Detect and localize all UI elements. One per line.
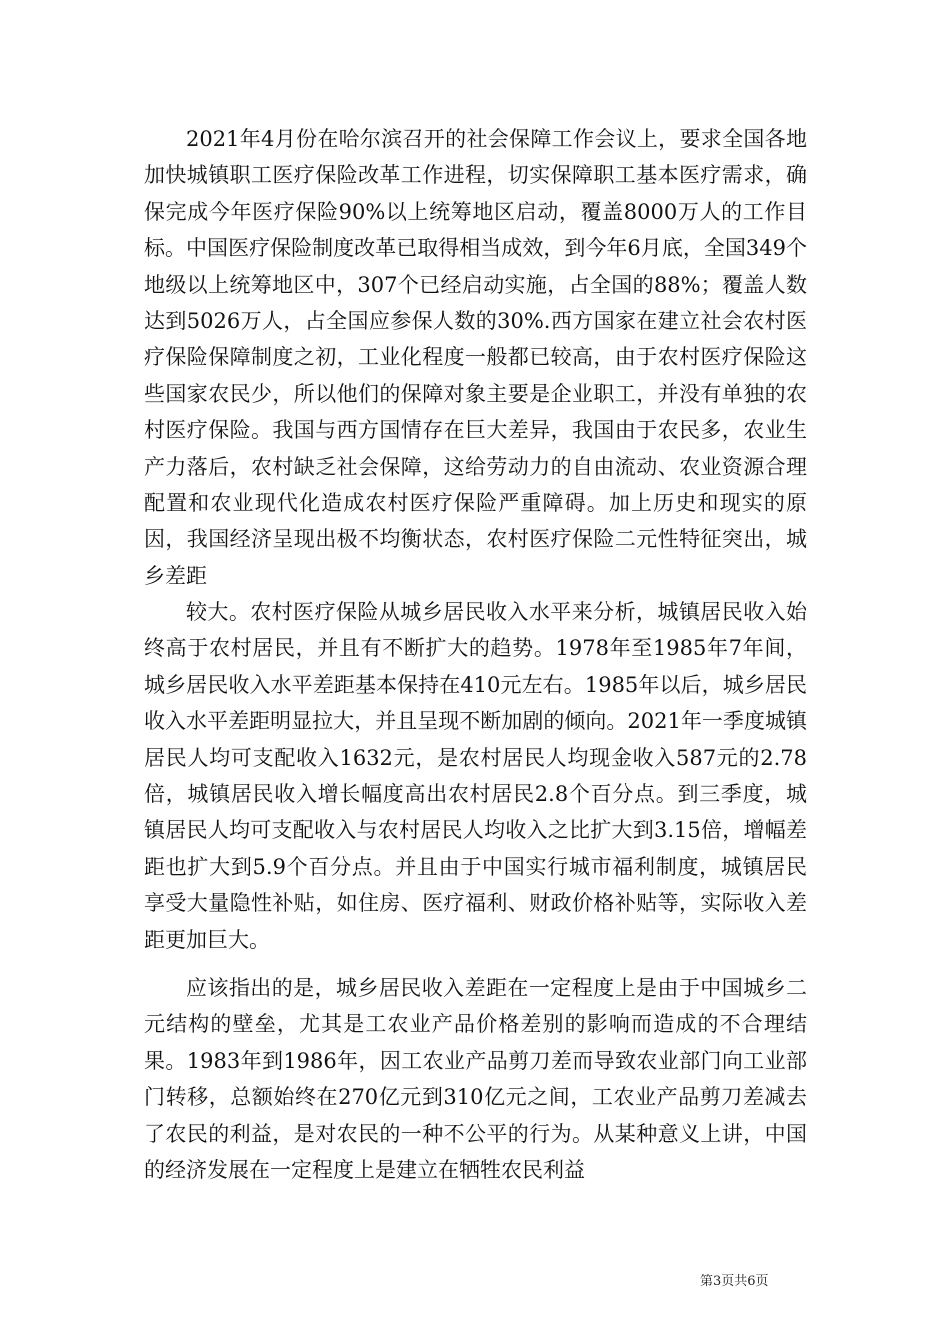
document-body xyxy=(144,121,807,1188)
paragraph-3: 应该指出的是，城乡居民收入差距在一定程度上是由于中国城乡二元结构的壁垒，尤其是工农业产品价格差别的影响而造成的不合理结果。1983年到1986年，因工农业产品剪刀差而导致农业部门向工业部门转移，总额始终在270亿元到310亿元之间，工农业产品剪刀差减去了农民的利益，是对农民的一种不公平的行为。从某种意义上讲，中国的经济发展在一定程度上是建立在牺牲农民利益 xyxy=(144,976,807,1183)
paragraph-2: 较大。农村医疗保险从城乡居民收入水平来分析，城镇居民收入始终高于农村居民，并且有不断扩大的趋势。1978年至1985年7年间，城乡居民收入水平差距基本保持在410元左右。1985年以后，城乡居民收入水平差距明显拉大，并且呈现不断加剧的倾向。2021年一季度城镇居民人均可支配收入1632元，是农村居民人均现金收入587元的2.78倍，城镇居民收入增长幅度高出农村居民2.8个百分点。到三季度，城镇居民人均可支配收入与农村居民人均收入之比扩大到3.15倍，增幅差距也扩大到5.9个百分点。并且由于中国实行城市福利制度，城镇居民享受大量隐性补贴，如住房、医疗福利、财政价格补贴等，实际收入差距更加巨大。 xyxy=(144,600,807,952)
paragraph-1: 2021年4月份在哈尔滨召开的社会保障工作会议上，要求全国各地加快城镇职工医疗保险改革工作进程，切实保障职工基本医疗需求，确保完成今年医疗保险90%以上统筹地区启动，覆盖8000万人的工作目标。中国医疗保险制度改革已取得相当成效，到今年6月底，全国349个地级以上统筹地区中，307个已经启动实施，占全国的88%；覆盖人数达到5026万人，占全国应参保人数的30%.西方国家在建立社会农村医疗保险保障制度之初，工业化程度一般都已较高，由于农村医疗保险这些国家农民少，所以他们的保障对象主要是企业职工，并没有单独的农村医疗保险。我国与西方国情存在巨大差异，我国由于农民多，农业生产力落后，农村缺乏社会保障，这给劳动力的自由流动、农业资源合理配置和农业现代化造成农村医疗保险严重障碍。加上历史和现实的原因，我国经济呈现出极不均衡状态，农村医疗保险二元性特征突出，城乡差距 xyxy=(144,127,807,588)
page-number-footer: 第3页共6页 xyxy=(700,1274,769,1289)
